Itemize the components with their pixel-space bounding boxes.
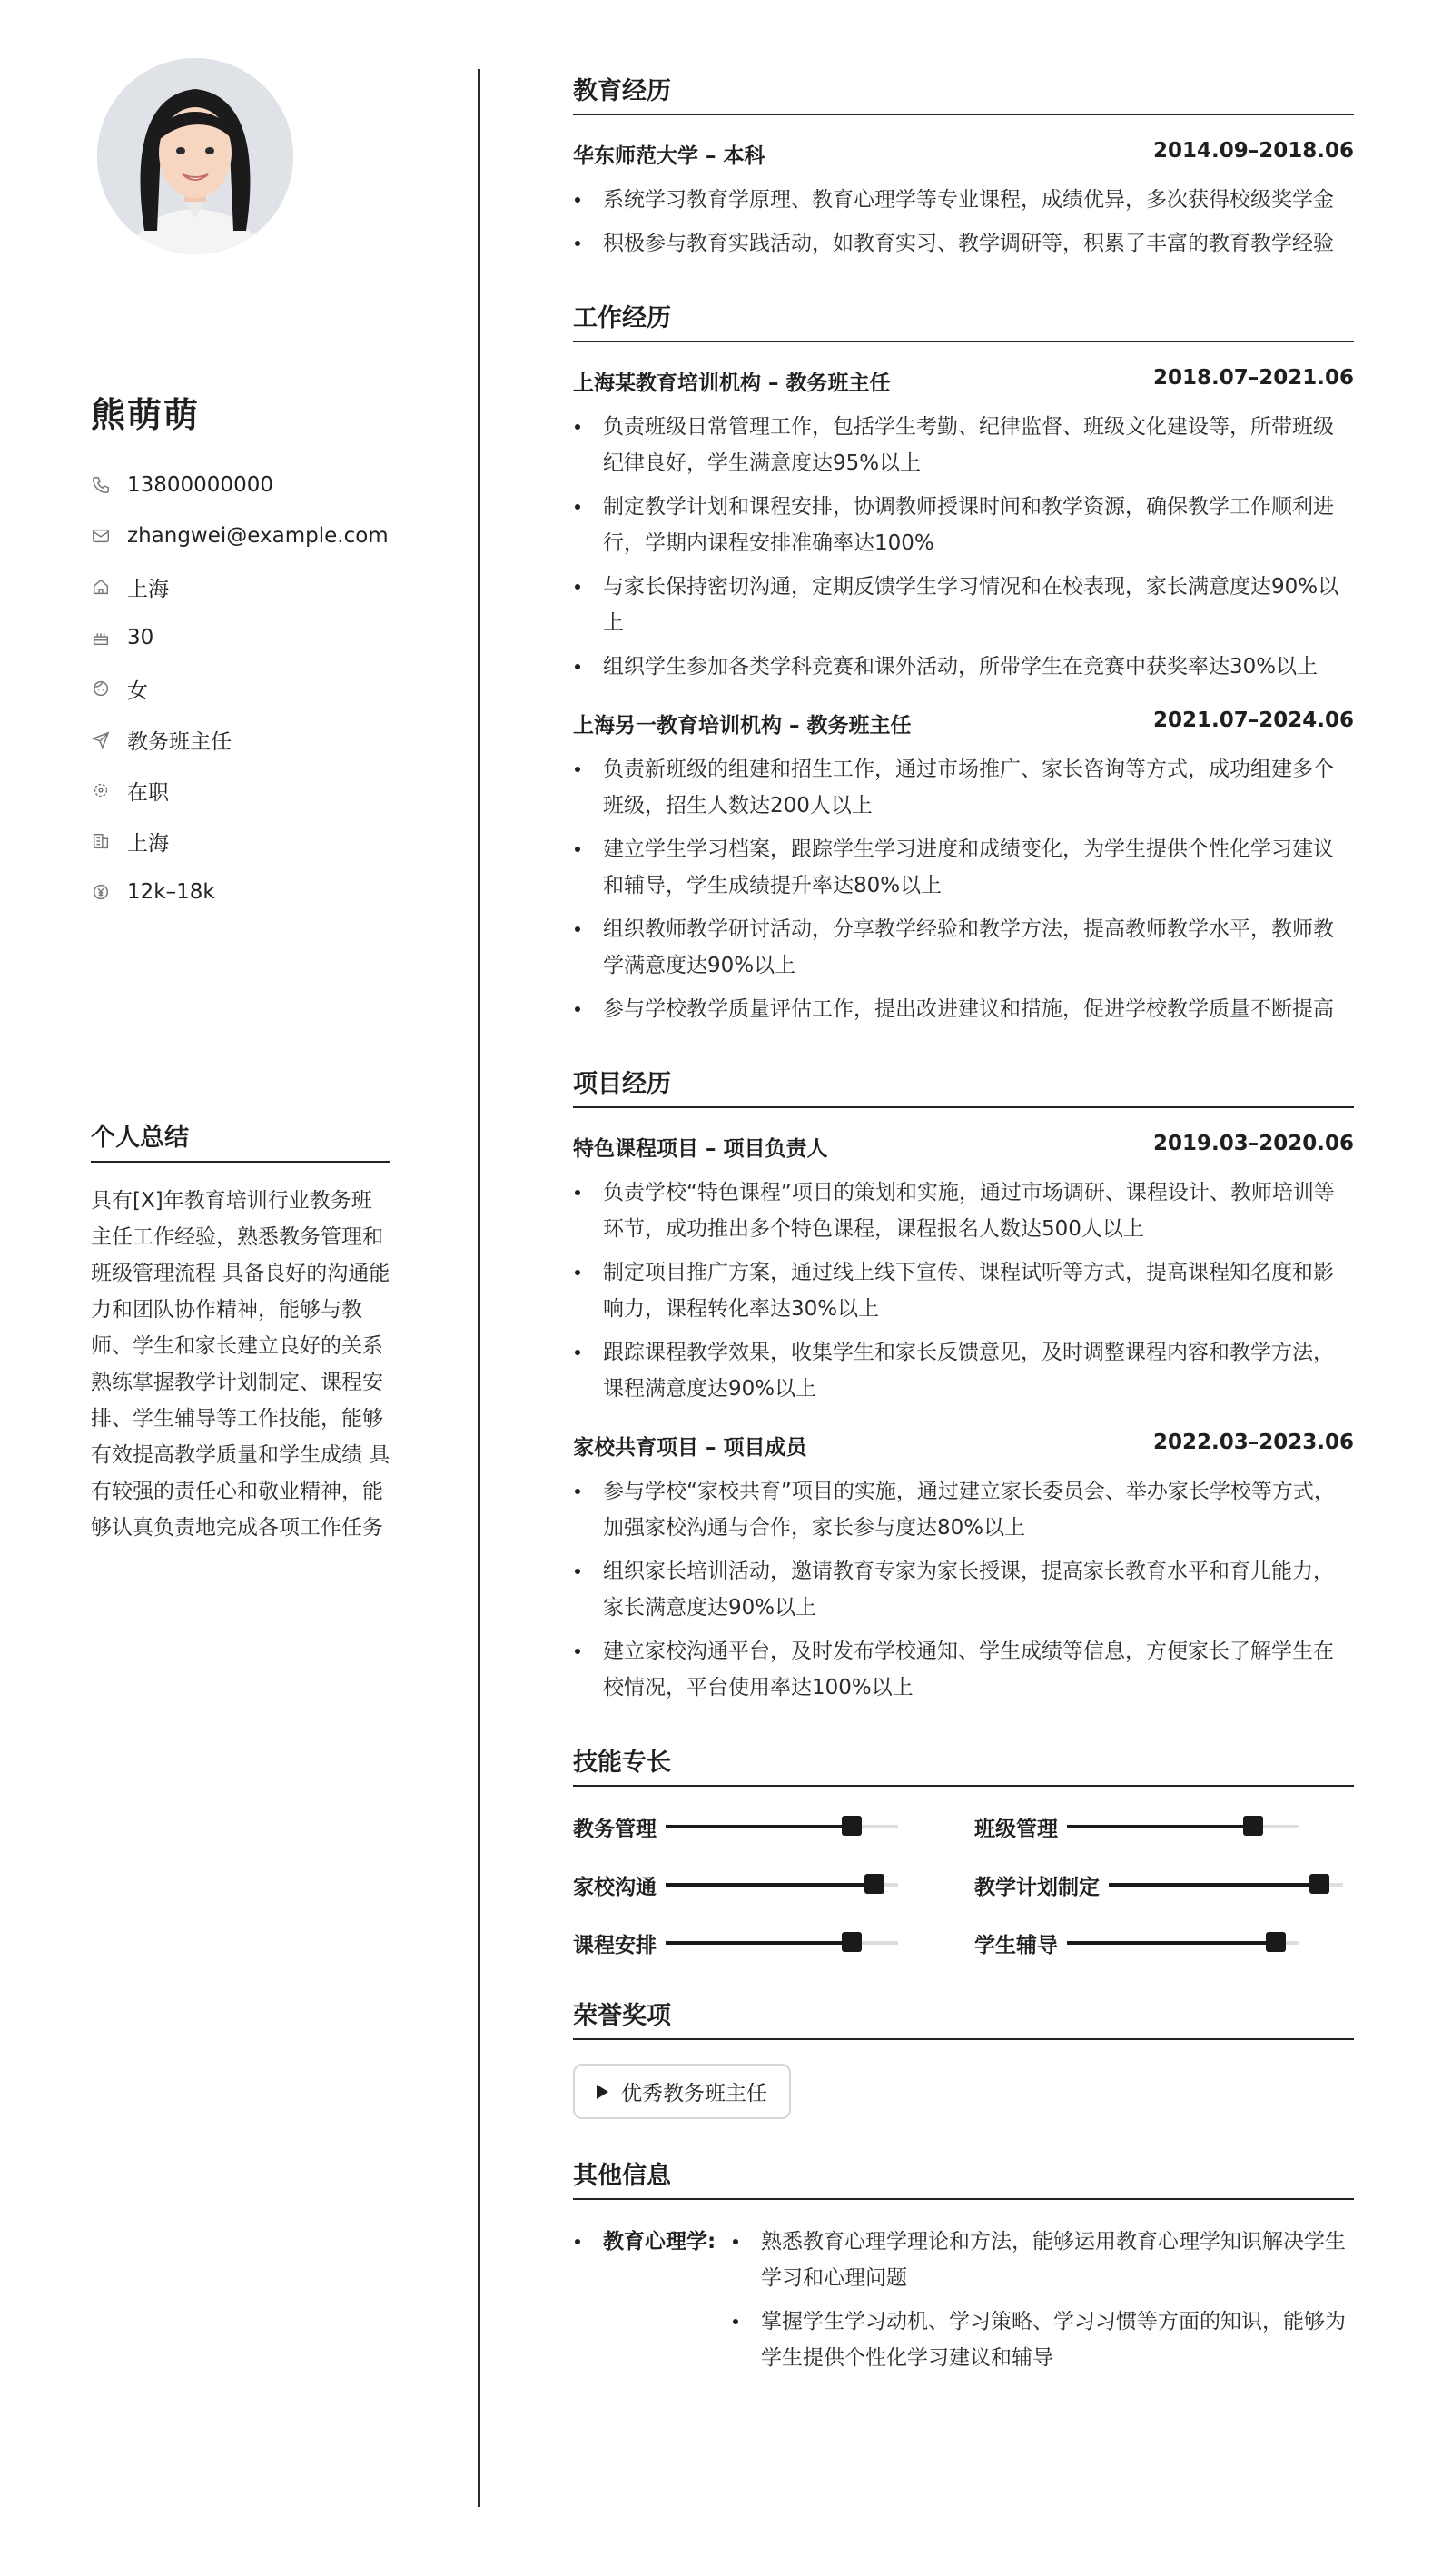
summary-title: 个人总结 <box>91 1117 390 1163</box>
skill-bar <box>1067 1825 1299 1828</box>
education-entry-date: 2014.09–2018.06 <box>1152 139 1354 163</box>
bullet-item: 与家长保持密切沟通，定期反馈学生学习情况和在校表现，家长满意度达90%以上 <box>573 569 1354 641</box>
contact-city <box>91 561 389 612</box>
contact-list <box>91 460 389 917</box>
work-bullets <box>573 409 1354 685</box>
send-icon <box>91 729 111 749</box>
contact-work-city <box>91 816 389 867</box>
contact-position <box>91 714 389 765</box>
skill-bar <box>666 1941 898 1945</box>
contact-city-text: 上海 <box>127 577 169 601</box>
education-bullets <box>573 182 1354 262</box>
contact-status <box>91 765 389 816</box>
work-entry <box>573 366 1354 685</box>
skill-bar <box>666 1825 898 1828</box>
skill-label: 班级管理 <box>974 1817 1058 1841</box>
contact-phone <box>91 460 389 510</box>
project-entry <box>573 1132 1354 1407</box>
contact-email-text: zhangwei@example.com <box>127 524 389 548</box>
contact-email <box>91 510 389 561</box>
skill-label: 课程安排 <box>573 1933 657 1957</box>
skill-fill <box>1067 1825 1253 1828</box>
project-entry-date: 2019.03–2020.06 <box>1152 1132 1354 1155</box>
bullet-item: 掌握学生学习动机、学习策略、学习习惯等方面的知识，能够为学生提供个性化学习建议和辅导 <box>731 2304 1354 2376</box>
main-column <box>573 71 1354 2420</box>
project-entry-date: 2022.03–2023.06 <box>1152 1431 1354 1454</box>
home-icon <box>91 577 111 597</box>
profile-name: 熊萌萌 <box>91 395 201 435</box>
skill-row <box>573 1810 974 1843</box>
bullet-item: 积极参与教育实践活动，如教育实习、教学调研等，积累了丰富的教育教学经验 <box>573 225 1354 262</box>
gender-icon <box>91 679 111 698</box>
skill-bar <box>1067 1941 1299 1945</box>
skill-knob <box>1266 1932 1286 1952</box>
work-entry <box>573 708 1354 1027</box>
other-item-key: 教育心理学: <box>573 2224 731 2383</box>
work-entry-heading: 上海另一教育培训机构 – 教务班主任 <box>573 714 912 738</box>
projects-section <box>573 1064 1354 1706</box>
skill-fill <box>666 1941 852 1945</box>
contact-age-text: 30 <box>127 626 154 649</box>
education-entry-heading: 华东师范大学 – 本科 <box>573 144 765 168</box>
education-entry <box>573 139 1354 262</box>
cake-icon <box>91 628 111 648</box>
contact-gender <box>91 663 389 714</box>
play-icon <box>597 2085 608 2099</box>
skill-knob <box>842 1932 862 1952</box>
salary-icon <box>91 882 111 902</box>
projects-title: 项目经历 <box>573 1064 1354 1108</box>
skill-fill <box>1067 1941 1276 1945</box>
bullet-item: 建立学生学习档案，跟踪学生学习进度和成绩变化，为学生提供个性化学习建议和辅导，学生成绩提升率达80%以上 <box>573 831 1354 904</box>
sidebar <box>0 0 479 2576</box>
skill-knob <box>1309 1874 1329 1894</box>
work-title: 工作经历 <box>573 298 1354 342</box>
skill-knob <box>1243 1816 1263 1836</box>
other-item-values <box>731 2224 1354 2383</box>
status-icon <box>91 780 111 800</box>
phone-icon <box>91 475 111 495</box>
honors-title: 荣誉奖项 <box>573 1996 1354 2040</box>
work-section <box>573 298 1354 1027</box>
project-entry-heading: 特色课程项目 – 项目负责人 <box>573 1137 828 1161</box>
contact-phone-text: 13800000000 <box>127 473 273 497</box>
work-entry-date: 2021.07–2024.06 <box>1152 708 1354 732</box>
contact-gender-text: 女 <box>127 679 148 703</box>
skill-label: 教学计划制定 <box>974 1875 1100 1899</box>
bullet-item: 参与学校“家校共育”项目的实施，通过建立家长委员会、举办家长学校等方式，加强家校沟通与合作，家长参与度达80%以上 <box>573 1473 1354 1546</box>
contact-work-city-text: 上海 <box>127 831 169 856</box>
other-section <box>573 2155 1354 2383</box>
project-bullets <box>573 1473 1354 1706</box>
other-item <box>573 2224 1354 2383</box>
skills-title: 技能专长 <box>573 1742 1354 1787</box>
skill-fill <box>666 1825 852 1828</box>
contact-status-text: 在职 <box>127 780 169 805</box>
skill-bar <box>1109 1883 1343 1887</box>
project-bullets <box>573 1174 1354 1407</box>
avatar <box>97 58 293 254</box>
building-icon <box>91 831 111 851</box>
project-entry-heading: 家校共育项目 – 项目成员 <box>573 1436 807 1460</box>
skill-knob <box>864 1874 884 1894</box>
project-entry <box>573 1431 1354 1706</box>
education-title: 教育经历 <box>573 71 1354 115</box>
contact-salary <box>91 867 389 917</box>
bullet-item: 跟踪课程教学效果，收集学生和家长反馈意见，及时调整课程内容和教学方法，课程满意度达90%以上 <box>573 1334 1354 1407</box>
bullet-item: 建立家校沟通平台，及时发布学校通知、学生成绩等信息，方便家长了解学生在校情况，平台使用率达100%以上 <box>573 1633 1354 1706</box>
contact-salary-text: 12k–18k <box>127 880 215 904</box>
bullet-item: 负责新班级的组建和招生工作，通过市场推广、家长咨询等方式，成功组建多个班级，招生人数达200人以上 <box>573 751 1354 824</box>
skill-row <box>974 1810 1354 1843</box>
skill-label: 学生辅导 <box>974 1933 1058 1957</box>
contact-position-text: 教务班主任 <box>127 729 232 754</box>
award-label: 优秀教务班主任 <box>621 2082 767 2105</box>
skill-fill <box>666 1883 874 1887</box>
work-entry-heading: 上海某教育培训机构 – 教务班主任 <box>573 372 891 395</box>
bullet-item: 系统学习教育学原理、教育心理学等专业课程，成绩优异，多次获得校级奖学金 <box>573 182 1354 218</box>
bullet-item: 负责学校“特色课程”项目的策划和实施，通过市场调研、课程设计、教师培训等环节，成功推出多个特色课程，课程报名人数达500人以上 <box>573 1174 1354 1247</box>
skill-bar <box>666 1883 898 1887</box>
bullet-item: 组织学生参加各类学科竞赛和课外活动，所带学生在竞赛中获奖率达30%以上 <box>573 649 1354 685</box>
summary-text: 具有[X]年教育培训行业教务班主任工作经验，熟悉教务管理和班级管理流程 具备良好的沟通能力和团队协作精神，能够与教师、学生和家长建立良好的关系 熟练掌握教学计划制定、课程安排、学生辅导等工作技能，能够有效提高教学质量和学生成绩 具有较强的责任心和敬业精神，能够认真负责地完成各项工作任务 <box>91 1189 390 1540</box>
summary-section <box>91 1117 390 1546</box>
honors-section <box>573 1996 1354 2119</box>
bullet-item: 制定教学计划和课程安排，协调教师授课时间和教学资源，确保教学工作顺利进行，学期内课程安排准确率达100% <box>573 489 1354 561</box>
skills-section <box>573 1742 1354 1959</box>
bullet-item: 参与学校教学质量评估工作，提出改进建议和措施，促进学校教学质量不断提高 <box>573 991 1354 1027</box>
other-title: 其他信息 <box>573 2155 1354 2200</box>
contact-age <box>91 612 389 663</box>
work-entry-date: 2018.07–2021.06 <box>1152 366 1354 390</box>
skill-row <box>573 1927 974 1959</box>
skill-fill <box>1109 1883 1319 1887</box>
column-divider <box>478 69 480 2507</box>
skill-label: 家校沟通 <box>573 1875 657 1899</box>
bullet-item: 组织家长培训活动，邀请教育专家为家长授课，提高家长教育水平和育儿能力，家长满意度达90%以上 <box>573 1553 1354 1626</box>
skill-row <box>974 1927 1354 1959</box>
bullet-item: 制定项目推广方案，通过线上线下宣传、课程试听等方式，提高课程知名度和影响力，课程转化率达30%以上 <box>573 1254 1354 1327</box>
bullet-item: 组织教师教学研讨活动，分享教学经验和教学方法，提高教师教学水平，教师教学满意度达90%以上 <box>573 911 1354 984</box>
skill-row <box>573 1868 974 1901</box>
skill-row <box>974 1868 1354 1901</box>
work-bullets <box>573 751 1354 1027</box>
education-section <box>573 71 1354 262</box>
bullet-item: 熟悉教育心理学理论和方法，能够运用教育心理学知识解决学生学习和心理问题 <box>731 2224 1354 2296</box>
skill-knob <box>842 1816 862 1836</box>
award-tag <box>573 2064 791 2119</box>
bullet-item: 负责班级日常管理工作，包括学生考勤、纪律监督、班级文化建设等，所带班级纪律良好，学生满意度达95%以上 <box>573 409 1354 481</box>
skills-grid <box>573 1810 1354 1959</box>
skill-label: 教务管理 <box>573 1817 657 1841</box>
mail-icon <box>91 526 111 546</box>
